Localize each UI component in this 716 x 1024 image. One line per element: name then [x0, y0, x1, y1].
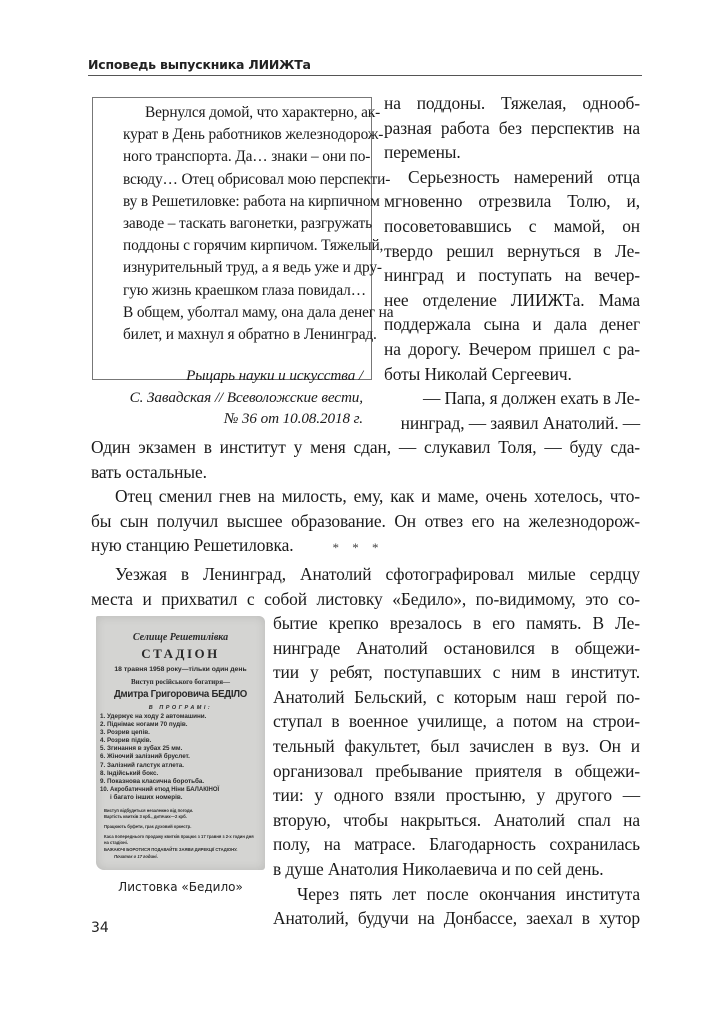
leaflet-footer: Початок о 17 годині.	[114, 854, 158, 859]
text-line: поддержала сына и дала денег	[384, 314, 640, 335]
text-line: организовал пребывание приятеля в общежи-	[273, 760, 640, 781]
running-head: Исповедь выпускника ЛИИЖТа	[88, 58, 642, 76]
text-line: Анатолий, будучи на Донбассе, заехал в хутор	[273, 908, 640, 929]
right-column-text-2	[273, 611, 640, 931]
quote-line: заводе – таскать вагонетки, разгружать	[123, 215, 372, 233]
leaflet-image	[96, 616, 265, 870]
text-line: перемены.	[384, 142, 461, 163]
quote-line: гую жизнь краешком глаза повидал…	[123, 281, 366, 299]
text-line: боты Николай Сергеевич.	[384, 363, 572, 384]
leaflet-program-list	[100, 713, 219, 802]
quote-line: В общем, уболтал маму, она дала денег на	[123, 303, 394, 321]
leaflet-footer: Каса попереднього продажу квитків працює з 17 травня з 2-х годин дня на стадіоні.	[104, 834, 254, 845]
source-line: Рыцарь науки и искусства /	[186, 367, 363, 385]
page-number: 34	[91, 920, 109, 936]
quote-line: Вернулся домой, что характерно, ак-	[145, 104, 381, 121]
text-line: полу, на матрасе. Благодарность сохранилась	[273, 834, 640, 855]
text-line: Анатолий Бельский, с которым наш герой по-	[273, 686, 640, 707]
text-line: мгновенно отрезвила Толю, и,	[384, 191, 640, 212]
text-line: на поддоны. Тяжелая, однооб-	[384, 93, 640, 113]
leaflet-item: 5. Згинання в зубах 25 мм.	[100, 745, 183, 753]
leaflet-date: 18 травня 1958 року—тільки один день	[114, 666, 247, 673]
leaflet-heading: СТАДІОН	[141, 646, 220, 661]
section-separator: * * *	[332, 540, 384, 555]
text-line: нинград, — заявил Анатолий. —	[400, 412, 640, 433]
quote-line: изнурительный труд, а я ведь уже и дру-	[123, 259, 382, 277]
leaflet-footer: Виступ відбудеться незалежно від погоди.	[104, 808, 194, 813]
leaflet-item: 8. Індійський бокс.	[100, 769, 159, 777]
leaflet-item: 1. Удержує на ходу 2 автомашини.	[100, 713, 207, 720]
text-line: нее отделение ЛИИЖТа. Мама	[384, 289, 640, 310]
text-line: ступал в военное училище, а потом на строи-	[273, 711, 640, 732]
text-line: в душе Анатолия Николаевича и по сей день.	[273, 858, 604, 879]
text-line: вать остальные.	[91, 461, 207, 482]
leaflet-item: 7. Залізний галстук атлета.	[100, 761, 184, 769]
leaflet-subtitle: Виступ російського богатиря—	[131, 678, 230, 686]
quote-line: ву в Решетиловке: работа на кирпичном	[123, 192, 380, 210]
leaflet-footer: БАЖАЮЧІ БОРОТИСЯ ПОДАВАЙТЕ ЗАЯВИ ДИРЕКЦІЇ СТАДІОНУ.	[104, 847, 238, 852]
quote-source	[101, 365, 363, 430]
leaflet-item: 10. Акробатичний етюд Ніни БАЛАКІНОЇ	[100, 786, 220, 793]
leaflet-title: Селище Решетилівка	[132, 632, 229, 643]
text-line: на дорогу. Вечером пришел с ра-	[384, 338, 640, 359]
text-line: Серьезность намерений отца	[408, 166, 640, 187]
text-line: твердо решил вернуться в Ле-	[384, 240, 640, 261]
text-line: разная работа без перспектив на	[384, 117, 640, 138]
text-line: Через пять лет после окончания института	[297, 883, 640, 904]
quote-line: всюду… Отец обрисовал мою перспекти-	[123, 170, 391, 188]
quote-line: курат в День работников железнодорож-	[123, 126, 384, 144]
full-width-text-2	[91, 562, 640, 611]
leaflet-program-label: В ПРОГРАМІ:	[148, 705, 213, 711]
text-line: Один экзамен в институт у меня сдан, — слукавил Толя, — буду сда-	[91, 437, 640, 457]
source-line: С. Завадская // Всеволожские вести,	[129, 388, 363, 406]
leaflet-item: 3. Розрив цепів.	[100, 729, 150, 737]
text-line: Отец сменил гнев на милость, ему, как и маме, очень хотелось, что-	[115, 486, 640, 507]
leaflet-item: 4. Розрив підків.	[100, 737, 152, 745]
quote-box	[92, 97, 394, 428]
source-line: № 36 от 10.08.2018 г.	[223, 410, 363, 428]
text-line: тии: у одного взяли простыню, у другого —	[273, 785, 640, 806]
leaflet-name: Дмитра Григоровича БЕДІЛО	[113, 688, 248, 700]
text-line: тельный факультет, был зачислен в вуз. Он и	[273, 735, 640, 756]
quote-line: поддоны с горячим кирпичом. Тяжелый,	[123, 237, 384, 255]
text-line: бы сын получил высшее образование. Он отвез его на железнодорож-	[91, 510, 640, 531]
text-line: нинграде Анатолий остановился в общежи-	[273, 637, 640, 658]
quote-line: ного транспорта. Да… знаки – они по-	[123, 148, 371, 166]
text-line: места и прихватил с собой листовку «Бедило», по-видимому, это со-	[91, 588, 640, 609]
text-line: — Папа, я должен ехать в Ле-	[422, 388, 640, 409]
quote-text	[101, 102, 394, 346]
text-line: тии у ребят, поступавших с ним в институт.	[273, 662, 640, 683]
image-caption: Листовка «Бедило»	[118, 880, 243, 894]
text-line: ную станцию Решетиловка.	[91, 535, 294, 556]
text-line: нинград и поступать на вечер-	[384, 265, 640, 286]
leaflet-footer: Працюють буфети, грає духовий оркестр.	[104, 824, 192, 829]
leaflet-item: 9. Показнова класична боротьба.	[100, 777, 205, 785]
text-line: вторую, чтобы накрыться. Анатолий спал на	[273, 809, 640, 830]
text-line: бытие крепко врезалось в его память. В Ле-	[273, 613, 640, 633]
leaflet-item: 6. Жіночий залізний бруслет.	[100, 753, 190, 761]
right-column-text	[384, 91, 640, 435]
leaflet-item: 2. Піднімає ногами 70 пудів.	[100, 721, 188, 729]
text-line: Уезжая в Ленинград, Анатолий сфотографировал милые сердцу	[115, 564, 640, 584]
leaflet-item: і багато інших номерів.	[110, 793, 183, 801]
text-line: посоветовавшись с мамой, он	[384, 215, 640, 236]
leaflet-footer: Вартість квитків 3 крб., дитячих—2 крб.	[104, 814, 187, 819]
quote-line: билет, и махнул я обратно в Ленинград.	[123, 326, 377, 344]
